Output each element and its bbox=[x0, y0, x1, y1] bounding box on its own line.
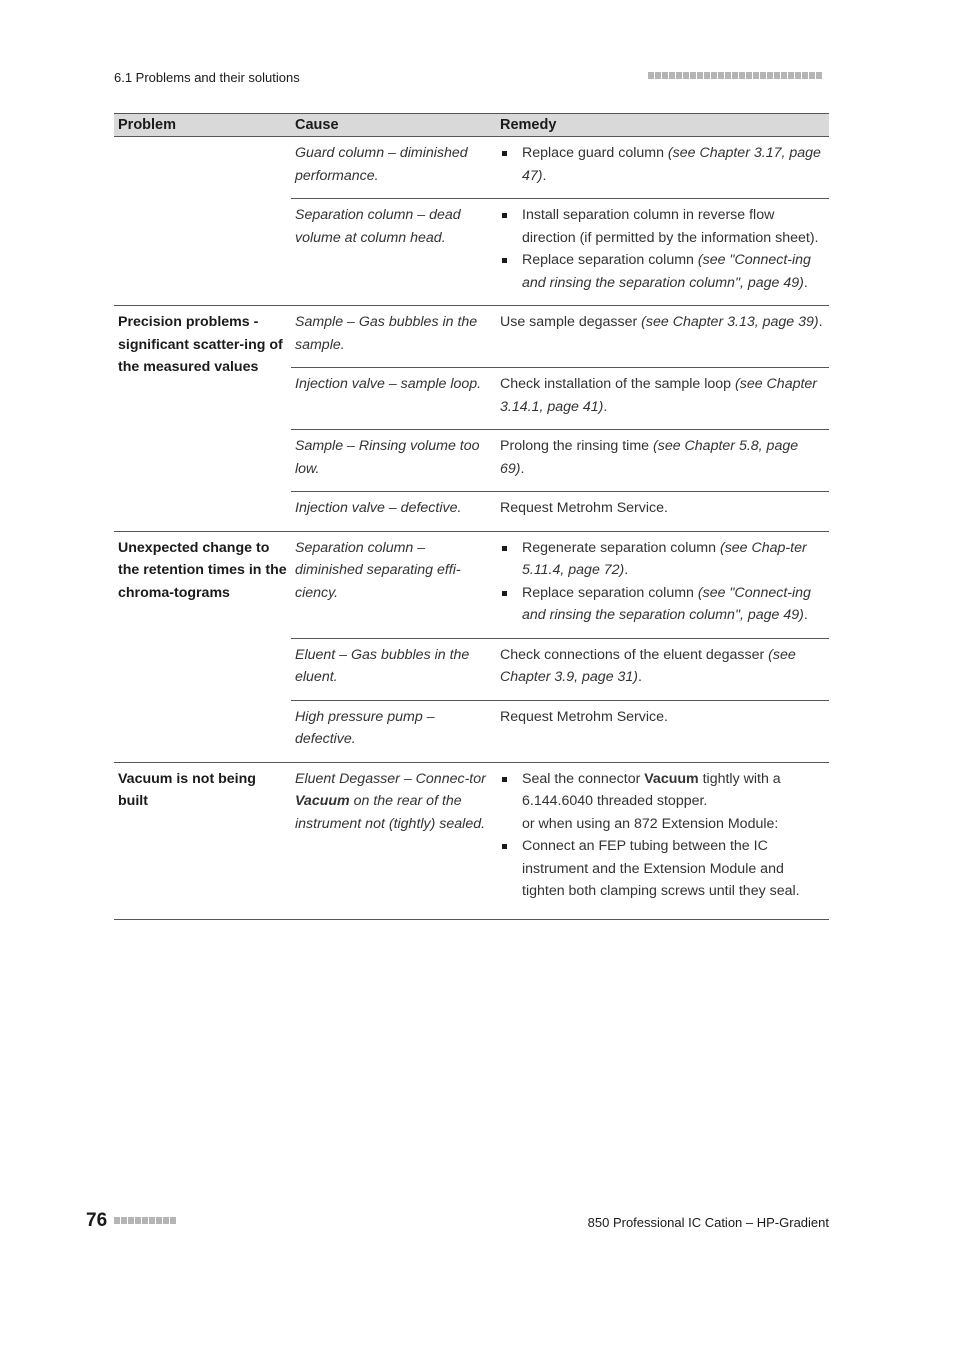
cause-cell: Separation column – dead volume at column head. bbox=[291, 199, 496, 306]
table-header-row bbox=[114, 114, 829, 137]
remedy-cell bbox=[496, 762, 829, 919]
cause-cell: High pressure pump – defective. bbox=[291, 700, 496, 762]
remedy-bullet-item: Replace separation column (see "Connect-ing and rinsing the separation column", page 49). bbox=[500, 249, 825, 294]
running-footer-product: 850 Professional IC Cation – HP-Gradient bbox=[587, 1215, 829, 1230]
table-row bbox=[114, 531, 829, 638]
remedy-bullet-item: Seal the connector Vacuum tightly with a 6.144.6040 threaded stopper. bbox=[500, 768, 825, 813]
remedy-cell: Prolong the rinsing time (see Chapter 5.8, page 69). bbox=[496, 430, 829, 492]
problem-cell bbox=[114, 137, 291, 306]
footer-decoration-dots bbox=[114, 1217, 176, 1224]
remedy-cell: Check installation of the sample loop (see Chapter 3.14.1, page 41). bbox=[496, 368, 829, 430]
remedy-bullet-item: Regenerate separation column (see Chap-ter 5.11.4, page 72). bbox=[500, 537, 825, 582]
running-header-section: 6.1 Problems and their solutions bbox=[114, 70, 300, 85]
header-decoration-dots bbox=[648, 72, 822, 79]
remedy-bullet-item: Replace guard column (see Chapter 3.17, page 47). bbox=[500, 142, 825, 187]
remedy-cell bbox=[496, 531, 829, 638]
cause-cell: Guard column – diminished performance. bbox=[291, 137, 496, 199]
cause-cell: Injection valve – defective. bbox=[291, 492, 496, 532]
remedy-bullet-item: Install separation column in reverse flow direction (if permitted by the information sheet). bbox=[500, 204, 825, 249]
remedy-cell: Request Metrohm Service. bbox=[496, 492, 829, 532]
column-header-cause: Cause bbox=[291, 114, 496, 137]
problem-cell: Precision problems - significant scatter-ing of the measured values bbox=[114, 306, 291, 532]
column-header-remedy: Remedy bbox=[496, 114, 829, 137]
remedy-cell: Check connections of the eluent degasser (see Chapter 3.9, page 31). bbox=[496, 638, 829, 700]
cause-cell: Sample – Rinsing volume too low. bbox=[291, 430, 496, 492]
problem-cell: Unexpected change to the retention times in the chroma-tograms bbox=[114, 531, 291, 762]
troubleshooting-table bbox=[114, 113, 829, 920]
column-header-problem: Problem bbox=[114, 114, 291, 137]
remedy-bullet-item: Replace separation column (see "Connect-ing and rinsing the separation column", page 49). bbox=[500, 582, 825, 627]
cause-cell: Sample – Gas bubbles in the sample. bbox=[291, 306, 496, 368]
table-row bbox=[114, 306, 829, 368]
table-row bbox=[114, 137, 829, 199]
remedy-cell: Use sample degasser (see Chapter 3.13, page 39). bbox=[496, 306, 829, 368]
table-row bbox=[114, 762, 829, 919]
cause-cell: Eluent – Gas bubbles in the eluent. bbox=[291, 638, 496, 700]
remedy-bullet-item: Connect an FEP tubing between the IC instrument and the Extension Module and tighten both clamping screws until they seal. bbox=[500, 835, 825, 903]
cause-cell: Eluent Degasser – Connec-tor Vacuum on the rear of the instrument not (tightly) sealed. bbox=[291, 762, 496, 919]
problem-cell: Vacuum is not being built bbox=[114, 762, 291, 919]
remedy-cell bbox=[496, 199, 829, 306]
remedy-cell bbox=[496, 137, 829, 199]
page-number: 76 bbox=[86, 1210, 108, 1231]
remedy-continuation-line: or when using an 872 Extension Module: bbox=[522, 815, 779, 832]
cause-cell: Separation column – diminished separating effi-ciency. bbox=[291, 531, 496, 638]
cause-cell: Injection valve – sample loop. bbox=[291, 368, 496, 430]
remedy-cell: Request Metrohm Service. bbox=[496, 700, 829, 762]
